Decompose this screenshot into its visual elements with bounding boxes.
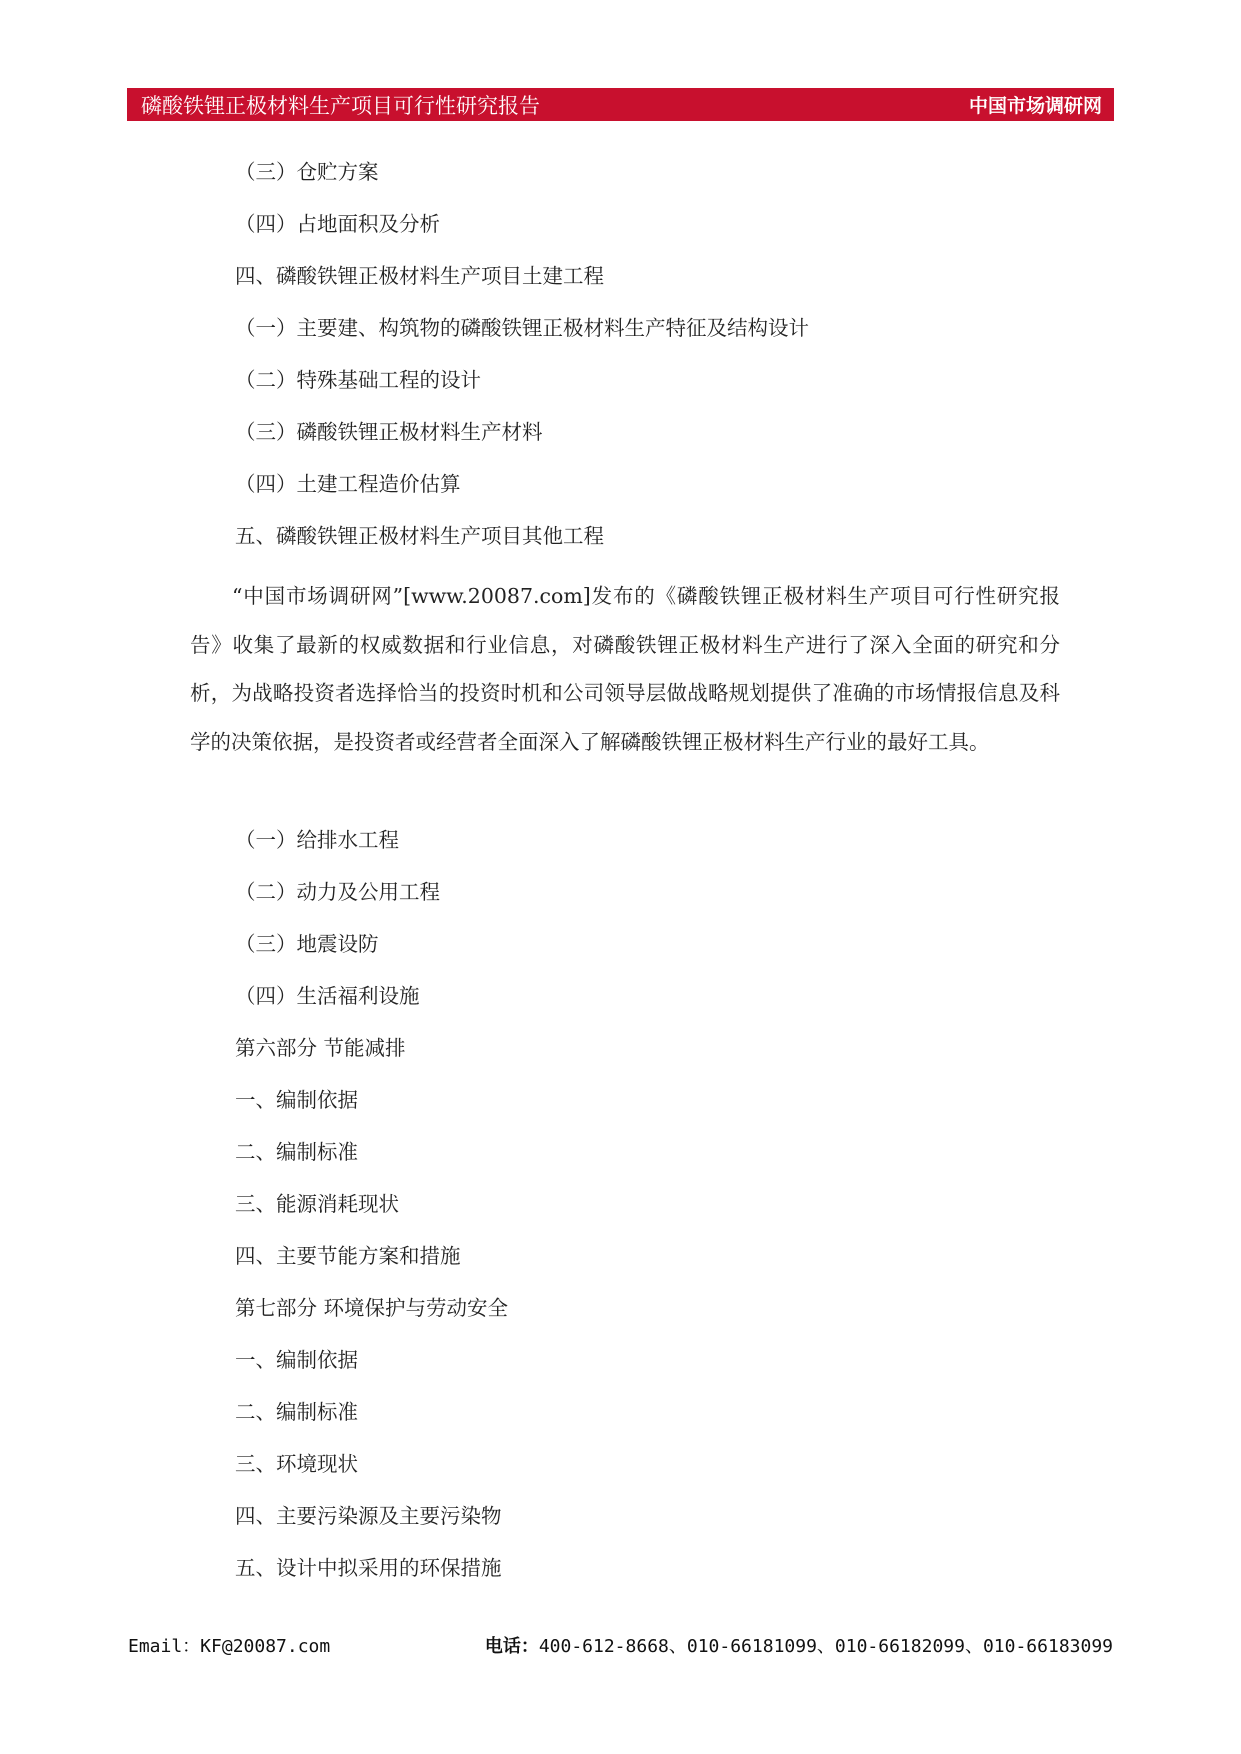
document-title: 磷酸铁锂正极材料生产项目可行性研究报告 [141, 93, 540, 118]
toc-line: 三、能源消耗现状 [235, 1192, 399, 1216]
toc-line: 一、编制依据 [235, 1348, 358, 1372]
toc-line: （三）仓贮方案 [235, 160, 379, 184]
section-heading: 第六部分 节能减排 [235, 1036, 406, 1060]
brand-name: 中国市场调研网 [968, 95, 1102, 117]
toc-line: 五、磷酸铁锂正极材料生产项目其他工程 [235, 524, 604, 548]
section-heading: 第七部分 环境保护与劳动安全 [235, 1296, 509, 1320]
toc-line: （三）磷酸铁锂正极材料生产材料 [235, 420, 543, 444]
footer-email: Email：KF@20087.com [128, 1636, 331, 1657]
toc-line: 四、主要节能方案和措施 [235, 1244, 461, 1268]
toc-line: （一）主要建、构筑物的磷酸铁锂正极材料生产特征及结构设计 [235, 316, 809, 340]
toc-line: （四）占地面积及分析 [235, 212, 440, 236]
footer-phone-label: 电话： [484, 1636, 539, 1657]
toc-line: 一、编制依据 [235, 1088, 358, 1112]
intro-paragraph: “中国市场调研网”[www.20087.com]发布的《磷酸铁锂正极材料生产项目可行性研究报告》收集了最新的权威数据和行业信息，对磷酸铁锂正极材料生产进行了深入全面的研究和分析，为战略投资者选择恰当的投资时机和公司领导层做战略规划提供了准确的市场情报信息及科学的决策依据，是投资者或经营者全面深入了解磷酸铁锂正极材料生产行业的最好工具。 [190, 584, 1060, 754]
toc-line: 五、设计中拟采用的环保措施 [235, 1556, 502, 1580]
toc-line: 二、编制标准 [235, 1400, 358, 1424]
footer-phone-numbers: 400-612-8668、010-66181099、010-66182099、010-66183099 [538, 1636, 1113, 1657]
toc-line: （四）土建工程造价估算 [235, 472, 461, 496]
toc-line: 二、编制标准 [235, 1140, 358, 1164]
toc-line: （三）地震设防 [235, 932, 379, 956]
toc-line: （一）给排水工程 [235, 828, 399, 852]
toc-line: （二）特殊基础工程的设计 [235, 368, 481, 392]
document-footer [128, 1632, 1113, 1658]
toc-line: 四、磷酸铁锂正极材料生产项目土建工程 [235, 264, 604, 288]
toc-line: （二）动力及公用工程 [235, 880, 440, 904]
footer-phone [485, 1632, 1113, 1658]
toc-line: （四）生活福利设施 [235, 984, 420, 1008]
toc-line: 三、环境现状 [235, 1452, 358, 1476]
document-header-bar [127, 88, 1114, 121]
toc-line: 四、主要污染源及主要污染物 [235, 1504, 502, 1528]
